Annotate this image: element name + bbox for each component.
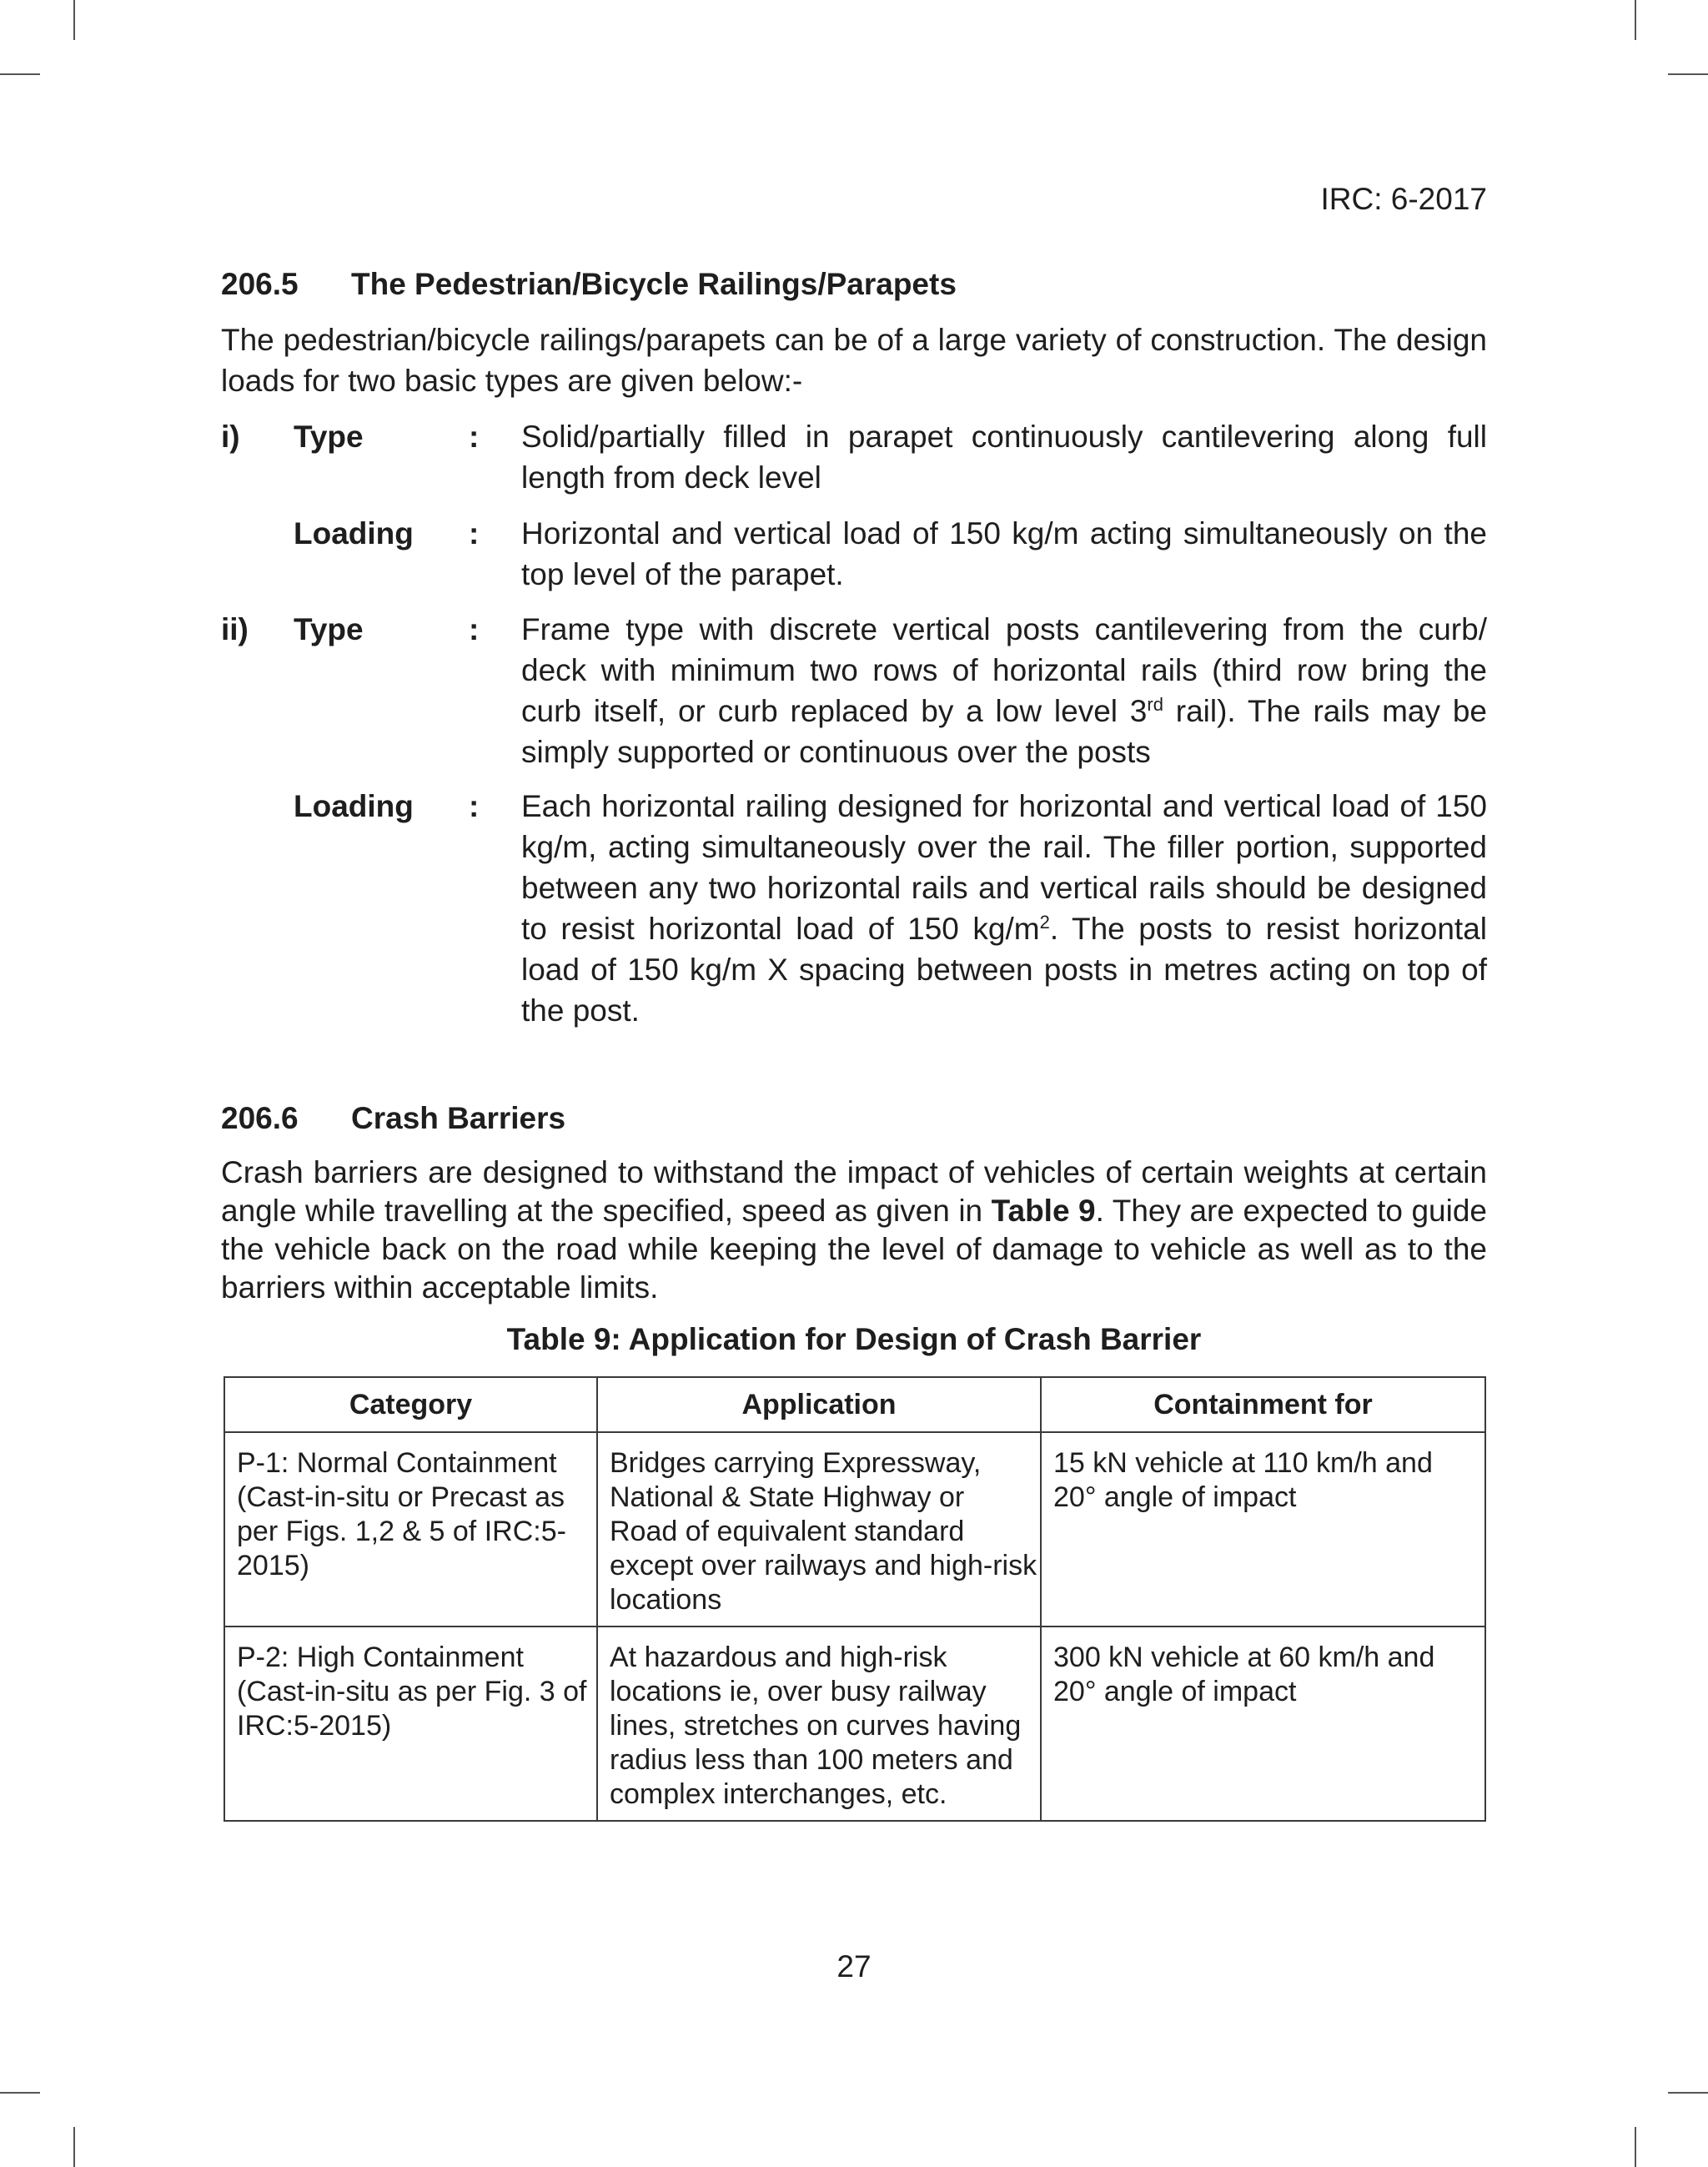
item-number: i): [221, 420, 240, 454]
colon: :: [469, 612, 480, 646]
section-number: 206.6: [221, 1101, 299, 1135]
table-cell: At hazardous and high-risk locations ie, over busy railway lines, stretches on curves having radius less than 100 meters and complex interchanges, etc.: [597, 1627, 1041, 1821]
document-code: IRC: 6-2017: [1320, 182, 1487, 216]
crop-mark: [1635, 0, 1636, 40]
item-number: ii): [221, 612, 249, 646]
section-title: Crash Barriers: [351, 1101, 566, 1135]
loading-description: [521, 786, 1487, 1031]
table-row: [224, 1627, 1485, 1821]
crop-mark: [1668, 73, 1708, 75]
crop-mark: [1635, 2127, 1636, 2167]
column-header: Application: [597, 1377, 1041, 1432]
table-cell: 300 kN vehicle at 60 km/h and 20° angle of impact: [1041, 1627, 1485, 1821]
table-header-row: [224, 1377, 1485, 1432]
intro-paragraph: The pedestrian/bicycle railings/parapets can be of a large variety of construction. The design loads for two basic types are given below:-: [221, 323, 1487, 398]
table-title: Table 9: Application for Design of Crash Barrier: [506, 1322, 1202, 1356]
colon: :: [469, 516, 480, 551]
loading-text: Each horizontal railing designed for horizontal and vertical load of 150 kg/m, acting simultaneously over the rail. The filler portion, supported between any two horizontal rails and vertical rails should be designed to resist horizontal load of 150 kg/m: [521, 789, 1487, 946]
crash-barrier-paragraph: [221, 1154, 1487, 1307]
table-cell: 15 kN vehicle at 110 km/h and 20° angle of impact: [1041, 1432, 1485, 1627]
loading-description: Horizontal and vertical load of 150 kg/m acting simultaneously on the top level of the parapet.: [521, 516, 1487, 591]
loading-label: Loading: [294, 789, 414, 823]
column-header: Containment for: [1041, 1377, 1485, 1432]
table-cell: P-1: Normal Containment (Cast-in-situ or Precast as per Figs. 1,2 & 5 of IRC:5-2015): [224, 1432, 597, 1627]
superscript: rd: [1147, 694, 1163, 715]
type-label: Type: [294, 420, 364, 454]
loading-text-cont: . The posts to resist horizontal load of 150 kg/m X spacing between posts in metres acting on top of the post.: [521, 912, 1488, 1028]
table-cell: P-2: High Containment (Cast-in-situ as per Fig. 3 of IRC:5-2015): [224, 1627, 597, 1821]
crop-mark: [73, 2127, 75, 2167]
table-cell: Bridges carrying Expressway, National & State Highway or Road of equivalent standard except over railways and high-risk locations: [597, 1432, 1041, 1627]
type-description: Solid/partially filled in parapet continuously cantilevering along full length from deck level: [521, 420, 1487, 495]
colon: :: [469, 420, 480, 454]
crop-mark: [0, 2092, 40, 2094]
table-row: [224, 1432, 1485, 1627]
paragraph-text-cont: . They are expected to guide the vehicle back on the road while keeping the level of damage to vehicle as well as to the barriers within acceptable limits.: [221, 1194, 1487, 1305]
crop-mark: [73, 0, 75, 40]
superscript: 2: [1039, 912, 1050, 933]
crop-mark: [0, 73, 40, 75]
column-header: Category: [224, 1377, 597, 1432]
crash-barrier-table: [224, 1376, 1486, 1822]
type-description: [521, 609, 1487, 772]
section-heading-206-6: [221, 1101, 565, 1136]
section-heading-206-5: [221, 267, 957, 302]
type-label: Type: [294, 612, 364, 646]
section-title: The Pedestrian/Bicycle Railings/Parapets: [351, 267, 957, 301]
colon: :: [469, 789, 480, 823]
table-reference: Table 9: [991, 1194, 1096, 1228]
type-text: Frame type with discrete vertical posts cantilevering from the curb/ deck with minimum two rows of horizontal rails (third row bring the curb itself, or curb replaced by a low level 3: [521, 612, 1487, 728]
section-number: 206.5: [221, 267, 299, 301]
loading-label: Loading: [294, 516, 414, 551]
page-number: 27: [836, 1949, 872, 1983]
crop-mark: [1668, 2092, 1708, 2094]
paragraph-text: Crash barriers are designed to withstand the impact of vehicles of certain weights at certain angle while travelling at the specified, speed as given in: [221, 1155, 1487, 1228]
type-text-cont: rail). The rails may be simply supported or continuous over the posts: [521, 694, 1487, 769]
